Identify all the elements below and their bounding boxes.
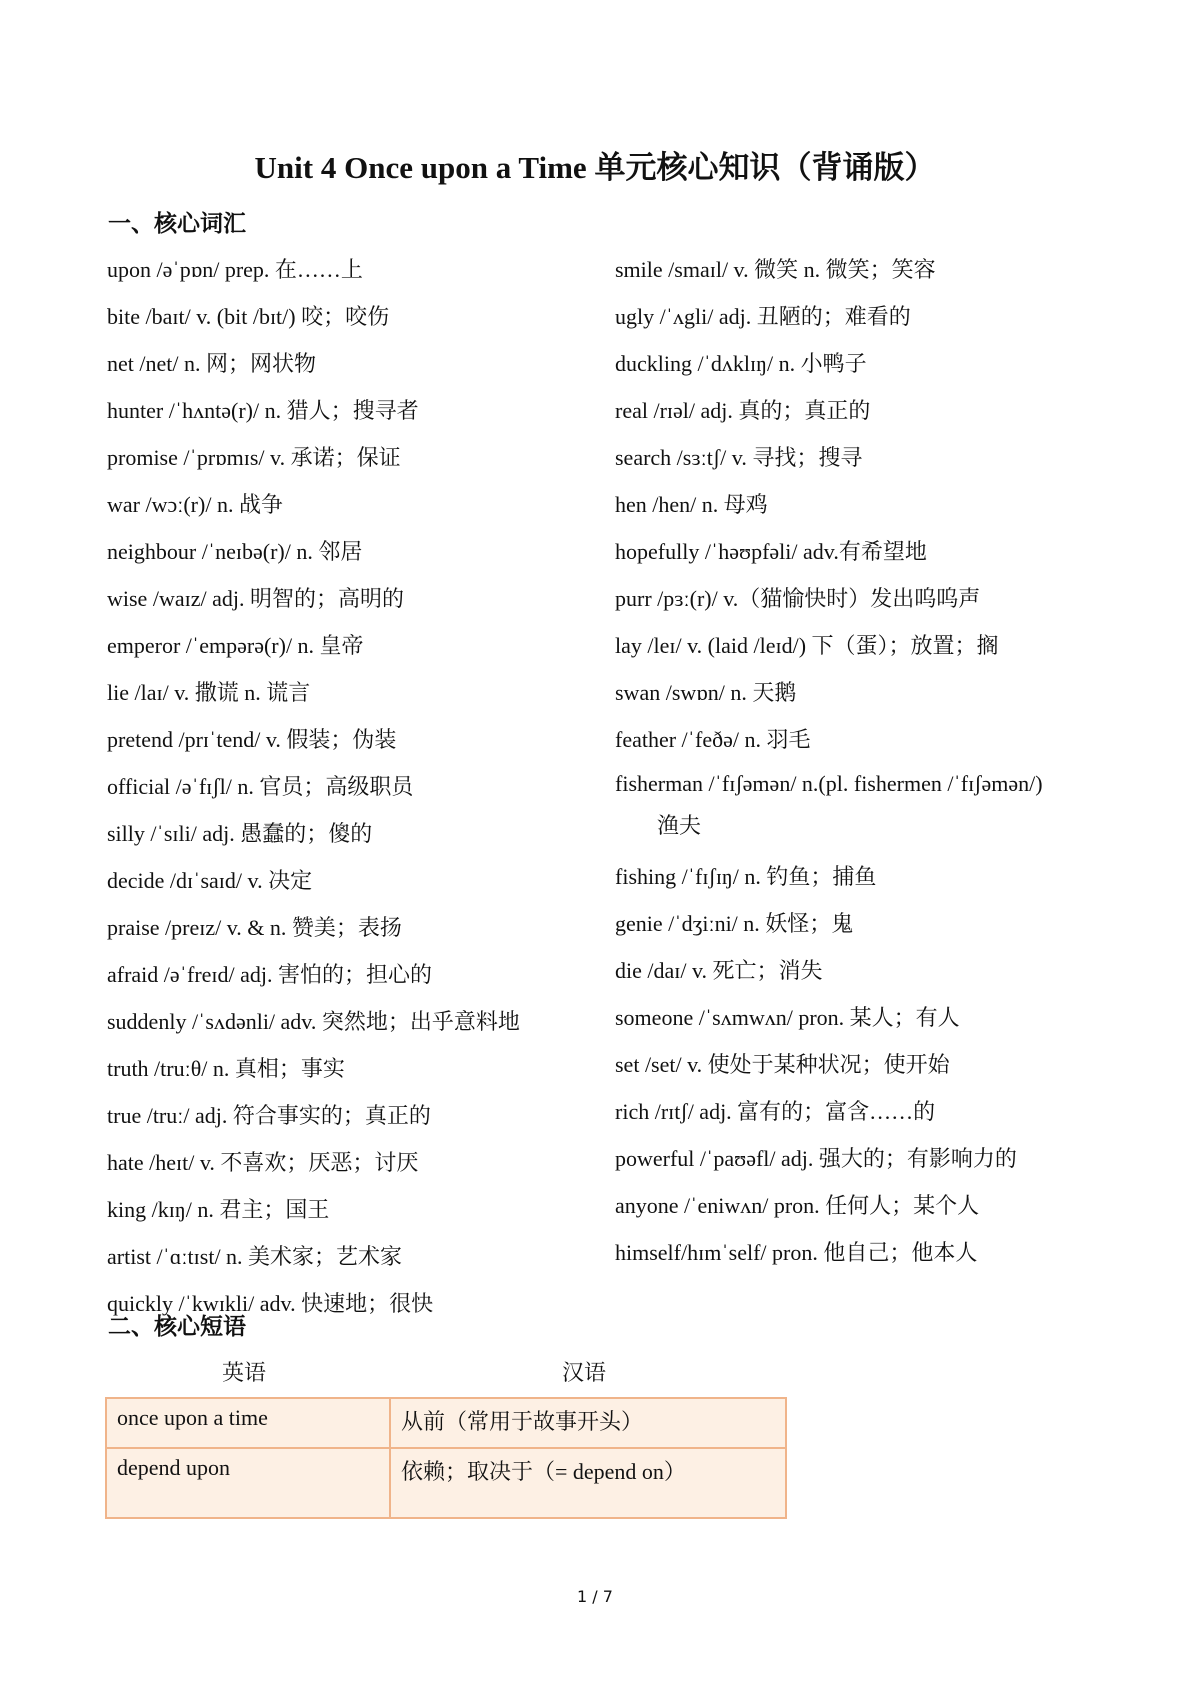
vocab-entry: suddenly /ˈsʌdənli/ adv. 突然地；出乎意料地 xyxy=(107,1009,520,1034)
vocab-entry: bite /baɪt/ v. (bit /bɪt/) 咬；咬伤 xyxy=(107,304,390,329)
vocab-entry: real /rɪəl/ adj. 真的；真正的 xyxy=(615,398,871,423)
vocab-entry: hopefully /ˈhəʊpfəli/ adv.有希望地 xyxy=(615,539,927,564)
vocab-entry: himself/hɪmˈself/ pron. 他自己；他本人 xyxy=(615,1240,978,1265)
vocab-entry: duckling /ˈdʌklɪŋ/ n. 小鸭子 xyxy=(615,351,867,376)
vocab-entry: powerful /ˈpaʊəfl/ adj. 强大的；有影响力的 xyxy=(615,1146,1017,1171)
vocab-entry: someone /ˈsʌmwʌn/ pron. 某人；有人 xyxy=(615,1005,960,1030)
vocab-entry: wise /waɪz/ adj. 明智的；高明的 xyxy=(107,586,404,611)
phrase-english: depend upon xyxy=(106,1448,390,1518)
vocab-entry: praise /preɪz/ v. & n. 赞美；表扬 xyxy=(107,915,402,940)
vocab-entry: fishing /ˈfɪʃɪŋ/ n. 钓鱼；捕鱼 xyxy=(615,864,877,889)
vocab-entry: lay /leɪ/ v. (laid /leɪd/) 下（蛋）；放置；搁 xyxy=(615,633,999,658)
vocab-entry: smile /smaɪl/ v. 微笑 n. 微笑；笑容 xyxy=(615,257,936,282)
phrase-chinese: 依赖；取决于（= depend on） xyxy=(390,1448,786,1518)
vocab-entry: search /sɜːtʃ/ v. 寻找；搜寻 xyxy=(615,445,863,470)
vocab-entry-fisherman xyxy=(615,763,1135,853)
vocab-entry: anyone /ˈeniwʌn/ pron. 任何人；某个人 xyxy=(615,1193,980,1218)
vocab-entry: decide /dɪˈsaɪd/ v. 决定 xyxy=(107,868,313,893)
vocab-entry: hen /hen/ n. 母鸡 xyxy=(615,492,768,517)
phrase-table xyxy=(105,1397,787,1519)
vocab-entry: upon /əˈpɒn/ prep. 在……上 xyxy=(107,257,363,282)
vocab-entry: die /daɪ/ v. 死亡；消失 xyxy=(615,958,823,983)
vocab-entry: artist /ˈɑːtɪst/ n. 美术家；艺术家 xyxy=(107,1244,403,1269)
vocab-column-left xyxy=(107,246,627,1327)
section-heading-vocabulary: 一、核心词汇 xyxy=(108,211,246,236)
vocab-entry: truth /truːθ/ n. 真相；事实 xyxy=(107,1056,345,1081)
vocab-entry: afraid /əˈfreɪd/ adj. 害怕的；担心的 xyxy=(107,962,433,987)
vocab-entry: hunter /ˈhʌntə(r)/ n. 猎人；搜寻者 xyxy=(107,398,419,423)
phrase-column-header-chinese: 汉语 xyxy=(562,1360,607,1385)
vocab-entry-line: fisherman /ˈfɪʃəmən/ n.(pl. fishermen /ˈfɪʃəmən/) xyxy=(615,771,1043,796)
vocab-entry: lie /laɪ/ v. 撒谎 n. 谎言 xyxy=(107,680,311,705)
vocab-entry: king /kɪŋ/ n. 君主；国王 xyxy=(107,1197,330,1222)
phrase-column-header-english: 英语 xyxy=(222,1360,267,1385)
vocab-entry: hate /heɪt/ v. 不喜欢；厌恶；讨厌 xyxy=(107,1150,419,1175)
page-number: 1 / 7 xyxy=(577,1587,613,1606)
vocab-entry: quickly /ˈkwɪkli/ adv. 快速地；很快 xyxy=(107,1291,434,1316)
vocab-entry: ugly /ˈʌgli/ adj. 丑陋的；难看的 xyxy=(615,304,911,329)
table-row xyxy=(106,1398,786,1448)
vocab-entry: genie /ˈdʒiːni/ n. 妖怪；鬼 xyxy=(615,911,854,936)
vocab-entry: emperor /ˈempərə(r)/ n. 皇帝 xyxy=(107,633,364,658)
vocab-entry: silly /ˈsɪli/ adj. 愚蠢的；傻的 xyxy=(107,821,373,846)
phrase-english: once upon a time xyxy=(106,1398,390,1448)
vocab-entry: feather /ˈfeðə/ n. 羽毛 xyxy=(615,727,811,752)
phrase-chinese: 从前（常用于故事开头） xyxy=(390,1398,786,1448)
vocab-entry: swan /swɒn/ n. 天鹅 xyxy=(615,680,797,705)
section-heading-phrases: 二、核心短语 xyxy=(108,1314,246,1339)
vocab-entry: true /truː/ adj. 符合事实的；真正的 xyxy=(107,1103,431,1128)
page-title: Unit 4 Once upon a Time 单元核心知识（背诵版） xyxy=(254,150,936,185)
vocab-entry: rich /rɪtʃ/ adj. 富有的；富含……的 xyxy=(615,1099,936,1124)
vocab-entry-continuation: 渔夫 xyxy=(657,813,702,838)
vocab-entry: set /set/ v. 使处于某种状况；使开始 xyxy=(615,1052,950,1077)
vocab-entry: net /net/ n. 网；网状物 xyxy=(107,351,316,376)
vocab-entry: official /əˈfɪʃl/ n. 官员；高级职员 xyxy=(107,774,414,799)
vocab-entry: neighbour /ˈneɪbə(r)/ n. 邻居 xyxy=(107,539,363,564)
vocab-entry: promise /ˈprɒmɪs/ v. 承诺；保证 xyxy=(107,445,401,470)
table-row xyxy=(106,1448,786,1518)
vocab-entry: purr /pɜː(r)/ v.（猫愉快时）发出呜呜声 xyxy=(615,586,981,611)
vocab-entry: pretend /prɪˈtend/ v. 假装；伪装 xyxy=(107,727,397,752)
vocab-entry: war /wɔː(r)/ n. 战争 xyxy=(107,492,283,517)
vocab-column-right xyxy=(615,246,1135,1276)
